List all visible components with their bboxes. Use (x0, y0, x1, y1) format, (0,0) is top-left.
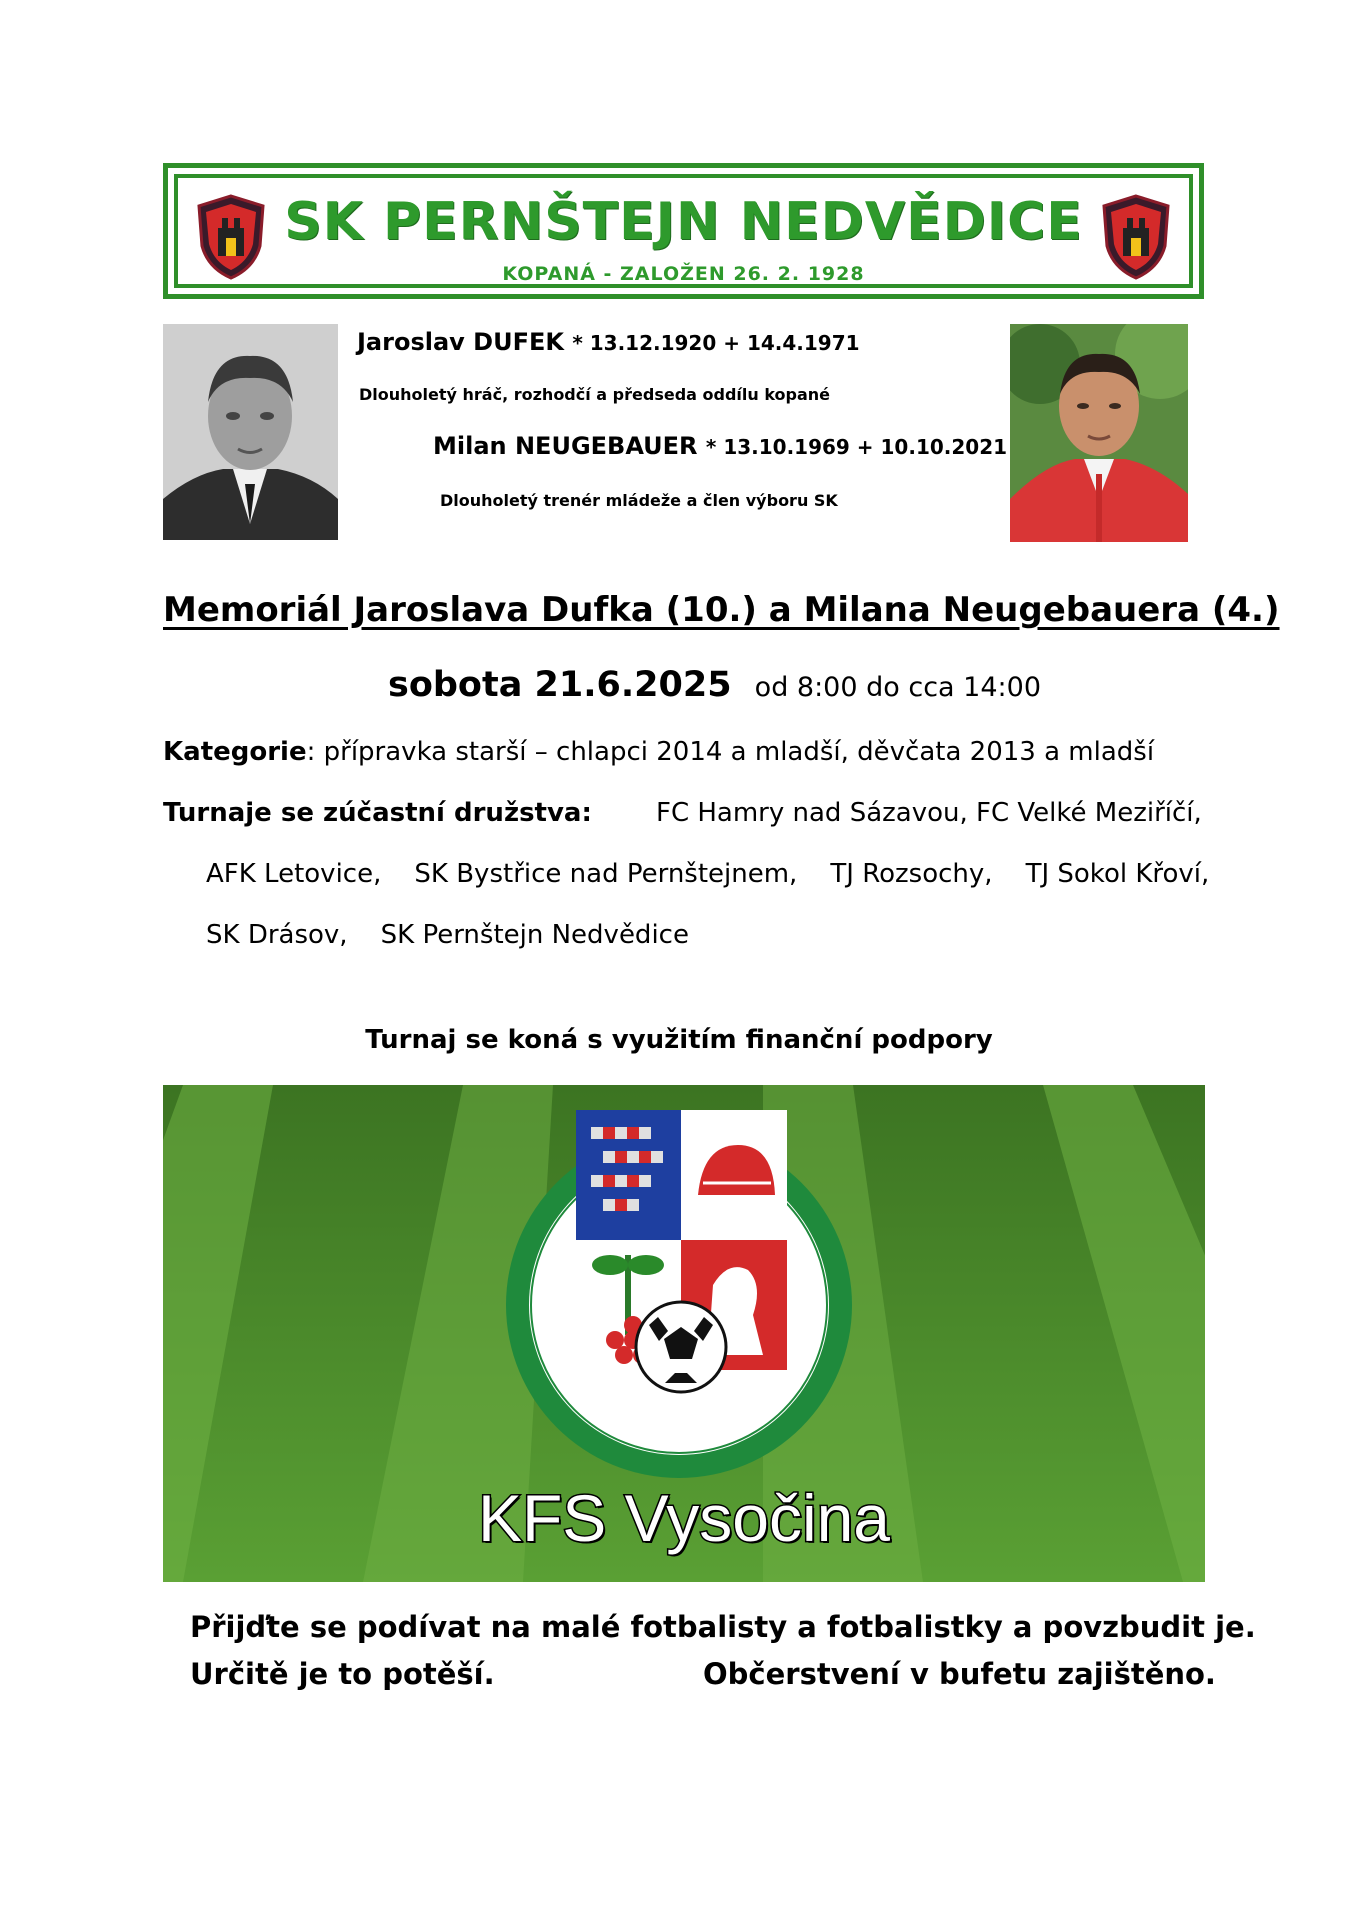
support-text: Turnaj se koná s využitím finanční podpory (365, 1025, 993, 1055)
person1-line (357, 328, 860, 356)
footer-line-2-right: Občerstvení v bufetu zajištěno. (703, 1657, 1216, 1691)
person2-line (433, 432, 1007, 460)
footer-line-1: Přijďte se podívat na malé fotbalisty a fotbalistky a povzbudit je. (190, 1610, 1256, 1644)
footer-line-2-left: Určitě je to potěší. (190, 1657, 495, 1691)
club-name: SK PERNŠTEJN NEDVĚDICE (284, 192, 1083, 252)
person1-name: Jaroslav DUFEK (357, 328, 564, 356)
category-label: Kategorie (163, 737, 307, 767)
teams-label: Turnaje se zúčastní družstva: (163, 798, 592, 828)
teams-line-1: FC Hamry nad Sázavou, FC Velké Meziříčí, (656, 798, 1202, 828)
club-header-banner (163, 163, 1204, 299)
portrait-milan-neugebauer (1010, 324, 1188, 542)
event-date: sobota 21.6.2025 (388, 665, 732, 705)
club-founded-subtitle: KOPANÁ - ZALOŽEN 26. 2. 1928 (502, 263, 865, 285)
kfs-vysocina-banner (163, 1085, 1205, 1582)
person1-description: Dlouholetý hráč, rozhodčí a předseda oddílu kopané (359, 385, 831, 404)
person2-dates: * 13.10.1969 + 10.10.2021 (705, 435, 1008, 459)
person1-dates: * 13.12.1920 + 14.4.1971 (572, 331, 860, 355)
person2-name: Milan NEUGEBAUER (433, 432, 698, 460)
category-text: : přípravka starší – chlapci 2014 a mladší, děvčata 2013 a mladší (306, 737, 1155, 767)
teams-line-3: SK Drásov, SK Pernštejn Nedvědice (206, 920, 689, 950)
event-date-line (388, 665, 1041, 705)
category-line (163, 737, 1154, 767)
person2-description: Dlouholetý trenér mládeže a člen výboru SK (440, 491, 838, 510)
event-title: Memoriál Jaroslava Dufka (10.) a Milana Neugebauera (4.) (163, 590, 1280, 630)
portrait-jaroslav-dufek (163, 324, 338, 540)
teams-line-2: AFK Letovice, SK Bystřice nad Pernštejnem, TJ Rozsochy, TJ Sokol Křoví, (206, 859, 1210, 889)
kfs-vysocina-text: KFS Vysočina (477, 1481, 891, 1555)
event-time: od 8:00 do cca 14:00 (754, 672, 1041, 703)
club-crest-right-icon (1101, 194, 1171, 280)
